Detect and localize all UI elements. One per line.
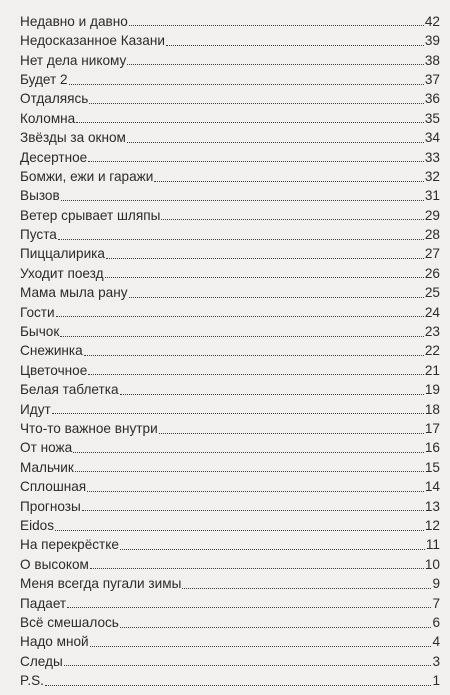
toc-entry-title: Будет 2 [20, 71, 68, 87]
toc-dot-leader [84, 355, 424, 356]
toc-entry-title: Снежинка [20, 343, 83, 359]
toc-entry [20, 377, 440, 396]
toc-entry [20, 455, 440, 474]
toc-entry [20, 261, 440, 280]
toc-entry [20, 358, 440, 377]
toc-dot-leader [73, 452, 424, 453]
toc-entry-title: Меня всегда пугали зимы [20, 576, 182, 592]
toc-dot-leader [106, 258, 424, 259]
toc-entry [20, 9, 440, 28]
toc-dot-leader [159, 433, 424, 434]
toc-dot-leader [161, 219, 424, 220]
toc-dot-leader [89, 103, 424, 104]
toc-dot-leader [56, 316, 424, 317]
toc-entry [20, 106, 440, 125]
toc-entry-title: Уходит поезд [20, 265, 104, 281]
toc-entry-title: Коломна [20, 110, 76, 126]
toc-entry [20, 300, 440, 319]
toc-entry [20, 145, 440, 164]
toc-entry-page-number: 39 [424, 33, 440, 49]
toc-entry-title: Сплошная [20, 479, 87, 495]
toc-entry-page-number: 33 [424, 149, 440, 165]
toc-dot-leader [67, 607, 431, 608]
toc-entry-page-number: 23 [424, 324, 440, 340]
toc-entry-page-number: 13 [424, 498, 440, 514]
toc-dot-leader [45, 685, 432, 686]
toc-entry [20, 436, 440, 455]
toc-entry [20, 222, 440, 241]
toc-entry [20, 87, 440, 106]
toc-entry-title: Идут [20, 401, 51, 417]
toc-dot-leader [69, 84, 424, 85]
toc-entry [20, 184, 440, 203]
toc-entry-title: Гости [20, 304, 55, 320]
toc-entry-title: Следы [20, 653, 63, 669]
toc-entry-title: Надо мной [20, 634, 89, 650]
toc-entry-page-number: 22 [424, 343, 440, 359]
toc-entry [20, 513, 440, 532]
toc-entry-page-number: 19 [424, 382, 440, 398]
toc-entry-title: Отдаляясь [20, 91, 89, 107]
toc-entry [20, 591, 440, 610]
toc-entry [20, 474, 440, 493]
toc-entry [20, 164, 440, 183]
toc-entry-page-number: 12 [424, 517, 440, 533]
toc-entry-title: Вызов [20, 188, 60, 204]
toc-dot-leader [88, 374, 424, 375]
toc-entry-title: Пиццалирика [20, 246, 105, 262]
toc-dot-leader [120, 549, 425, 550]
toc-entry [20, 552, 440, 571]
toc-entry-page-number: 7 [432, 595, 440, 611]
toc-entry-page-number: 25 [424, 285, 440, 301]
toc-entry-title: Пуста [20, 227, 57, 243]
toc-entry-title: Звёзды за окном [20, 130, 126, 146]
toc-entry-title: Eidos [20, 517, 55, 533]
toc-entry [20, 571, 440, 590]
toc-entry-page-number: 6 [432, 614, 440, 630]
toc-entry-title: Падает [20, 595, 67, 611]
toc-dot-leader [55, 530, 424, 531]
toc-entry-title: Нет дела никому [20, 52, 127, 68]
toc-entry-page-number: 26 [424, 265, 440, 281]
toc-dot-leader [127, 64, 424, 65]
toc-entry-title: На перекрёстке [20, 537, 119, 553]
toc-dot-leader [120, 627, 432, 628]
toc-entry-page-number: 10 [424, 556, 440, 572]
toc-dot-leader [64, 665, 432, 666]
toc-entry [20, 649, 440, 668]
toc-dot-leader [166, 45, 424, 46]
toc-entry [20, 280, 440, 299]
toc-dot-leader [88, 161, 424, 162]
toc-entry-page-number: 42 [424, 13, 440, 29]
toc-dot-leader [129, 25, 424, 26]
toc-dot-leader [120, 394, 424, 395]
toc-entry-page-number: 38 [424, 52, 440, 68]
toc-entry-page-number: 18 [424, 401, 440, 417]
toc-entry [20, 494, 440, 513]
toc-entry-title: Бомжи, ежи и гаражи [20, 168, 154, 184]
toc-entry-title: От ножа [20, 440, 73, 456]
toc-entry-page-number: 21 [424, 362, 440, 378]
toc-entry-title: Цветочное [20, 362, 88, 378]
toc-entry-page-number: 32 [424, 168, 440, 184]
table-of-contents [20, 9, 440, 688]
toc-dot-leader [90, 568, 424, 569]
toc-entry [20, 28, 440, 47]
toc-dot-leader [75, 471, 424, 472]
toc-entry-title: О высоком [20, 556, 89, 572]
toc-entry-page-number: 1 [432, 673, 440, 689]
toc-entry-title: Недосказанное Казани [20, 33, 165, 49]
toc-dot-leader [52, 413, 424, 414]
toc-dot-leader [87, 491, 424, 492]
toc-entry-page-number: 24 [424, 304, 440, 320]
toc-entry [20, 48, 440, 67]
toc-entry-title: Недавно и давно [20, 13, 128, 29]
toc-entry [20, 203, 440, 222]
toc-entry-title: Белая таблетка [20, 382, 119, 398]
toc-entry-page-number: 15 [424, 459, 440, 475]
toc-dot-leader [82, 510, 424, 511]
toc-dot-leader [76, 122, 424, 123]
toc-entry-title: Бычок [20, 324, 60, 340]
toc-dot-leader [58, 239, 424, 240]
toc-entry-page-number: 37 [424, 71, 440, 87]
toc-entry-page-number: 27 [424, 246, 440, 262]
toc-entry [20, 319, 440, 338]
toc-entry-page-number: 29 [424, 207, 440, 223]
toc-dot-leader [61, 200, 424, 201]
toc-entry-title: Мама мыла рану [20, 285, 128, 301]
toc-entry-page-number: 35 [424, 110, 440, 126]
toc-entry-title: Мальчик [20, 459, 74, 475]
toc-entry-page-number: 28 [424, 227, 440, 243]
toc-entry-title: P.S. [20, 673, 44, 689]
toc-entry-title: Что-то важное внутри [20, 421, 158, 436]
toc-entry [20, 668, 440, 687]
toc-entry-title: Прогнозы [20, 498, 81, 514]
toc-entry-page-number: 36 [424, 91, 440, 107]
toc-dot-leader [90, 646, 432, 647]
toc-entry [20, 339, 440, 358]
toc-entry [20, 610, 440, 629]
toc-entry-title: Десертное [20, 149, 88, 165]
toc-entry [20, 397, 440, 416]
toc-entry-page-number: 4 [432, 634, 440, 650]
toc-entry [20, 416, 440, 435]
toc-entry-page-number: 31 [424, 188, 440, 204]
toc-entry-title: Всё смешалось [20, 614, 119, 630]
book-page [20, 9, 440, 689]
toc-dot-leader [154, 181, 424, 182]
toc-entry-title: Ветер срывает шляпы [20, 207, 161, 223]
toc-entry [20, 630, 440, 649]
toc-dot-leader [60, 336, 424, 337]
toc-dot-leader [127, 142, 424, 143]
toc-entry [20, 125, 440, 144]
toc-entry-page-number: 3 [432, 653, 440, 669]
toc-entry-page-number: 17 [424, 421, 440, 436]
toc-entry-page-number: 9 [432, 576, 440, 592]
toc-entry [20, 67, 440, 86]
toc-dot-leader [105, 277, 424, 278]
toc-entry [20, 242, 440, 261]
toc-entry-page-number: 11 [425, 537, 440, 553]
toc-entry-page-number: 14 [424, 479, 440, 495]
toc-dot-leader [182, 588, 431, 589]
toc-entry [20, 533, 440, 552]
toc-entry-page-number: 34 [424, 130, 440, 146]
toc-dot-leader [129, 297, 424, 298]
toc-entry-page-number: 16 [424, 440, 440, 456]
